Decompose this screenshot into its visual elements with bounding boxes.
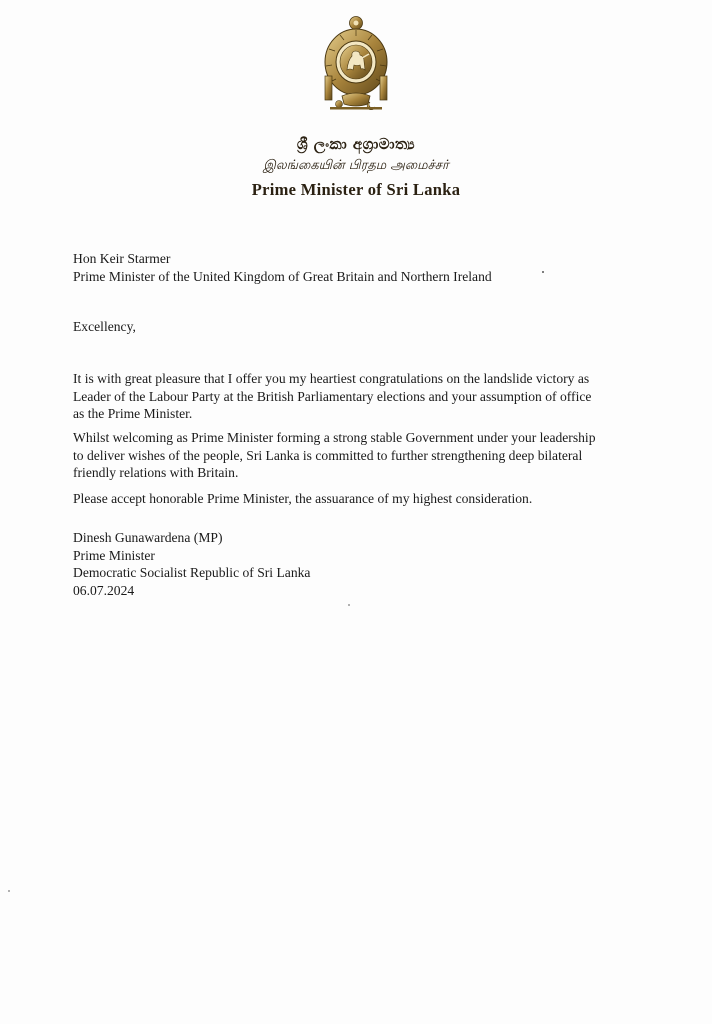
paragraph-2 — [73, 429, 633, 482]
letterhead-english-title: Prime Minister of Sri Lanka — [251, 180, 461, 199]
paragraph-3 — [73, 490, 633, 508]
salutation-text: Excellency, — [73, 319, 136, 334]
recipient-block — [73, 250, 633, 285]
signatory-country: Democratic Socialist Republic of Sri Lanka — [73, 565, 311, 580]
letterhead-sinhala-title: ශ්‍රී ලංකා අග්‍රාමාත්‍ය — [296, 135, 416, 153]
signatory-title: Prime Minister — [73, 547, 155, 563]
stray-mark — [542, 271, 544, 273]
sri-lanka-emblem-icon — [318, 14, 394, 110]
paper-speck — [8, 890, 10, 892]
salutation — [73, 318, 633, 336]
paragraph-line: Leader of the Labour Party at the British Parliamentary elections and your assumption of office — [73, 388, 592, 404]
paragraph-line: Whilst welcoming as Prime Minister forming a strong stable Government under your leadership — [73, 430, 596, 445]
letterhead — [0, 14, 712, 200]
recipient-name: Hon Keir Starmer — [73, 251, 171, 266]
letterhead-tamil-title: இலங்கையின் பிரதம அமைச்சர் — [263, 158, 449, 173]
paragraph-line: as the Prime Minister. — [73, 406, 193, 421]
paper-speck — [348, 604, 350, 606]
signature-block — [73, 529, 633, 599]
signatory-name: Dinesh Gunawardena (MP) — [73, 530, 223, 545]
paragraph-1 — [73, 370, 633, 423]
paragraph-line: It is with great pleasure that I offer you my heartiest congratulations on the landslide victory as — [73, 371, 590, 386]
paragraph-line: to deliver wishes of the people, Sri Lanka is committed to further strengthening deep bilateral — [73, 447, 583, 463]
paragraph-line: friendly relations with Britain. — [73, 465, 239, 480]
recipient-title: Prime Minister of the United Kingdom of Great Britain and Northern Ireland — [73, 268, 492, 284]
letter-date: 06.07.2024 — [73, 582, 135, 598]
paragraph-line: Please accept honorable Prime Minister, the assuarance of my highest consideration. — [73, 491, 533, 506]
